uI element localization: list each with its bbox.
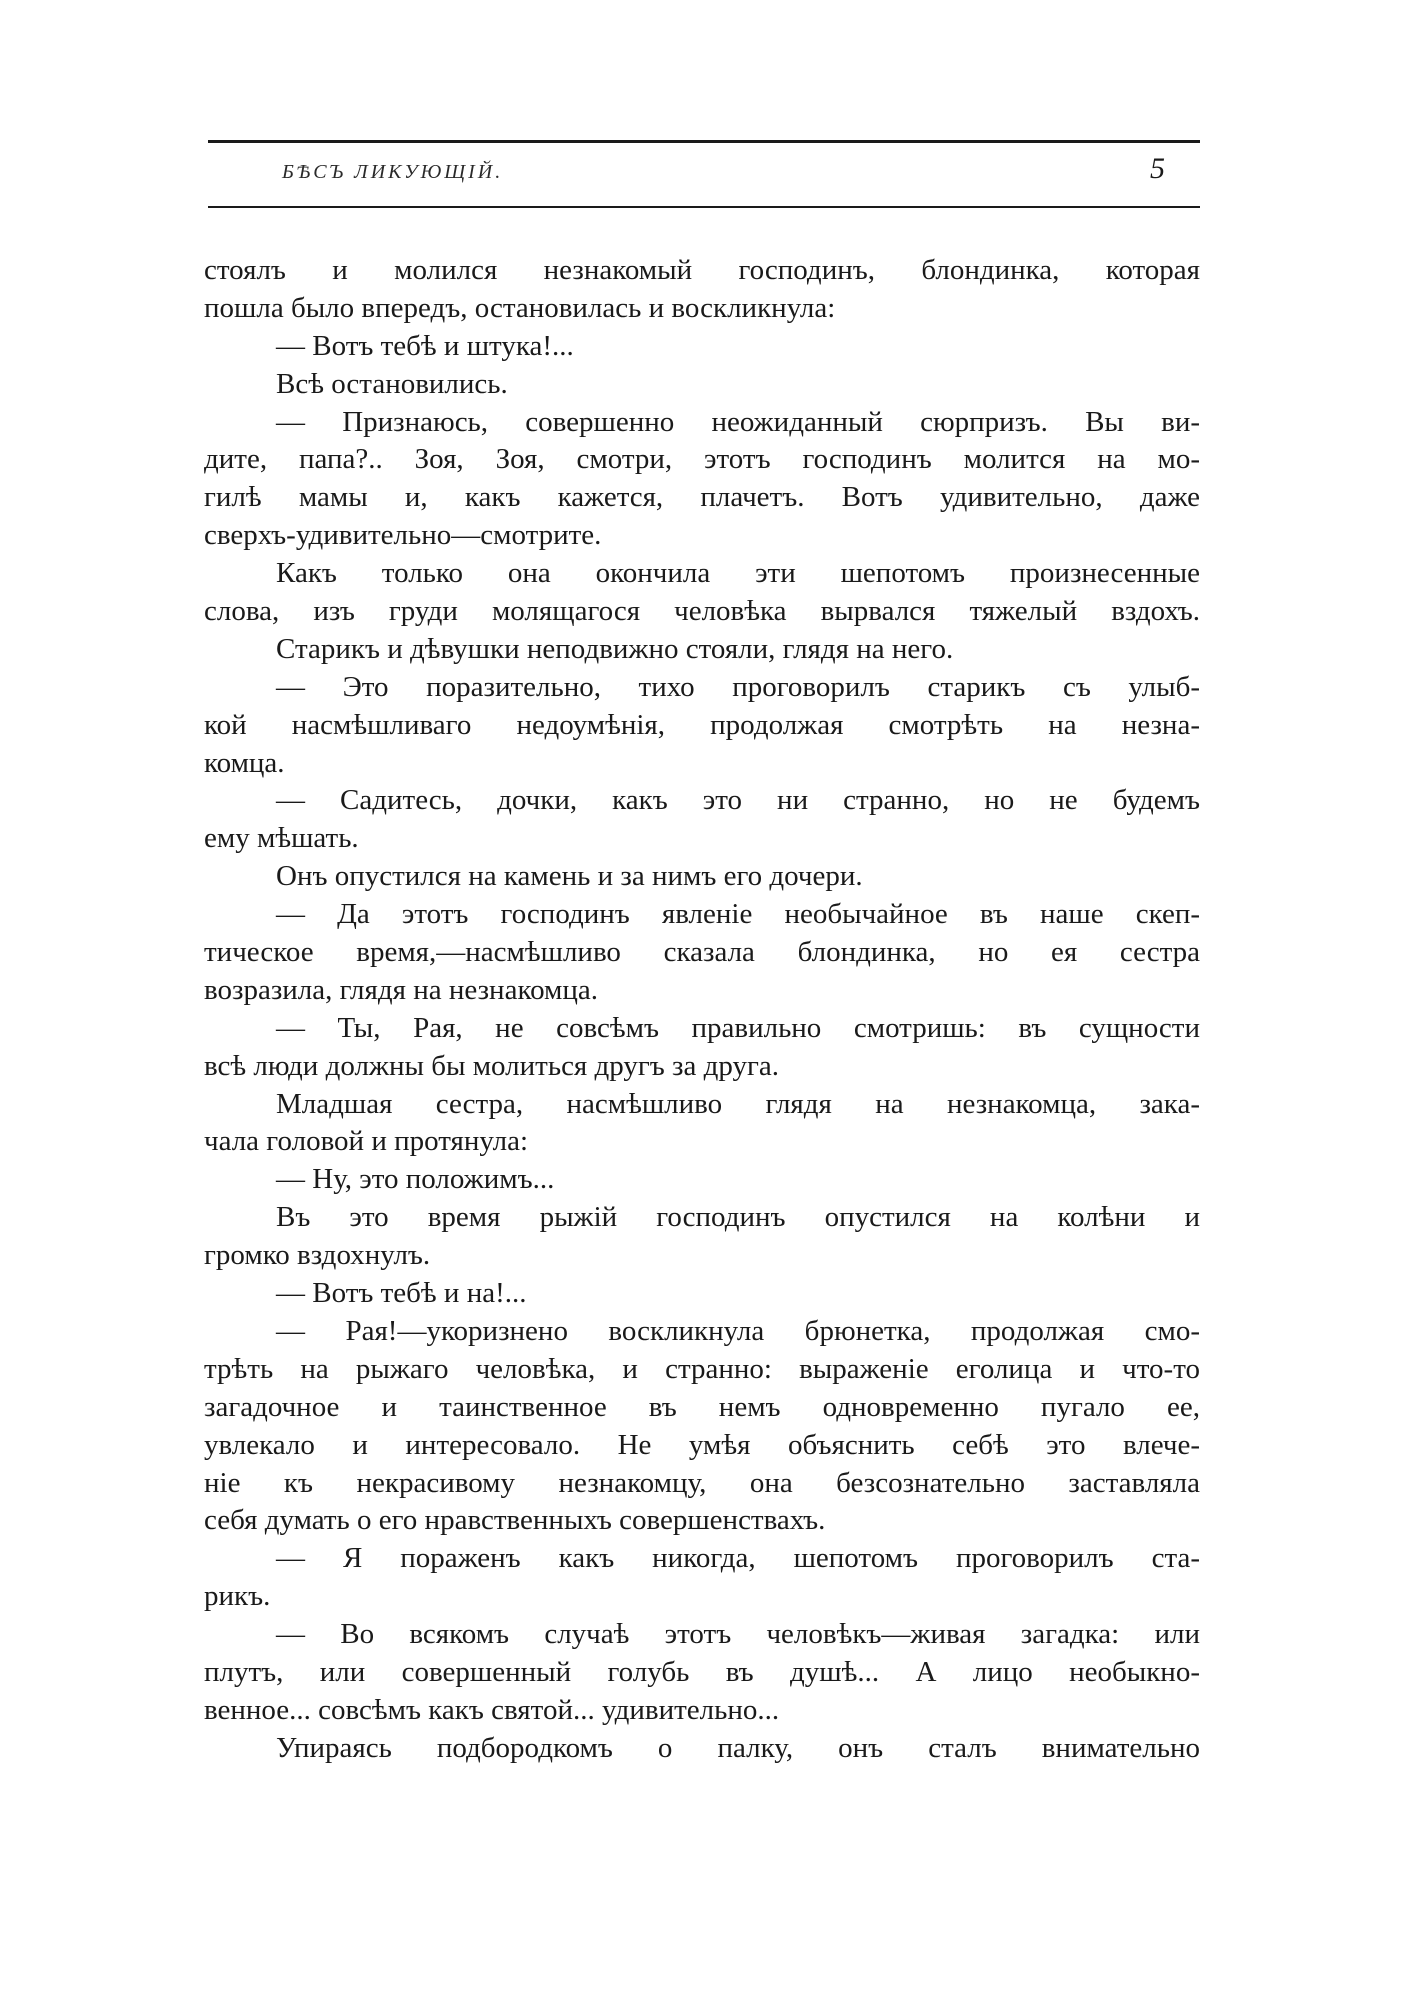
text-line: дите, папа?.. Зоя, Зоя, смотри, этотъ господинъ молится на мо- [204,443,1200,476]
running-title: БѢСЪ ЛИКУЮЩІЙ. [282,161,504,183]
text-line: себя думать о его нравственныхъ совершенствахъ. [204,1504,826,1537]
text-line: комца. [204,746,285,779]
text-line: стоялъ и молился незнакомый господинъ, блондинка, которая [204,254,1200,286]
text-line: — Рая!—укоризнено воскликнула брюнетка, продолжая смо- [276,1314,1200,1347]
text-line: всѣ люди должны бы молиться другъ за друга. [204,1049,780,1082]
text-line: чала головой и протянула: [204,1125,529,1158]
header-rule-top [208,140,1200,143]
text-line: громко вздохнулъ. [204,1239,431,1272]
body-text [204,252,1200,1768]
text-line: пошла было впередъ, остановилась и воскликнула: [204,291,836,324]
text-line: Упираясь подбородкомъ о палку, онъ сталъ внимательно [276,1731,1200,1764]
text-line: сверхъ-удивительно—смотрите. [204,519,602,552]
text-line: — Вотъ тебѣ и на!... [276,1277,527,1310]
text-line: Младшая сестра, насмѣшливо глядя на незнакомца, зака- [276,1087,1200,1120]
text-line: Въ это время рыжій господинъ опустился на колѣни и [276,1201,1200,1234]
page-number: 5 [1150,152,1165,185]
text-line: — Признаюсь, совершенно неожиданный сюрпризъ. Вы ви- [276,405,1200,438]
text-line: загадочное и таинственное въ немъ одновременно пугало ее, [204,1390,1200,1423]
text-line: — Это поразительно, тихо проговорилъ старикъ съ улыб- [276,670,1200,703]
text-line: — Ты, Рая, не совсѣмъ правильно смотришь: въ сущности [276,1011,1200,1044]
text-line: Старикъ и дѣвушки неподвижно стояли, глядя на него. [276,632,954,665]
text-line: Какъ только она окончила эти шепотомъ произнесенные [276,557,1200,590]
text-line: — Да этотъ господинъ явленіе необычайное въ наше скеп- [276,898,1200,931]
text-line: — Вотъ тебѣ и штука!... [276,329,574,362]
header-rule-bottom [208,206,1200,208]
text-line: ему мѣшать. [204,822,359,855]
text-line: увлекало и интересовало. Не умѣя объяснить себѣ это влече- [204,1428,1200,1461]
text-line: венное... совсѣмъ какъ святой... удивительно... [204,1693,780,1726]
text-line: — Во всякомъ случаѣ этотъ человѣкъ—живая загадка: или [276,1618,1200,1651]
text-line: — Садитесь, дочки, какъ это ни странно, но не будемъ [276,784,1200,817]
text-line: слова, изъ груди молящагося человѣка вырвался тяжелый вздохъ. [204,595,1200,628]
text-line: тическое время,—насмѣшливо сказала блондинка, но ея сестра [204,936,1200,969]
text-line: — Я пораженъ какъ никогда, шепотомъ проговорилъ ста- [276,1542,1200,1575]
text-line: возразила, глядя на незнакомца. [204,973,599,1006]
text-line: Онъ опустился на камень и за нимъ его дочери. [276,860,863,893]
text-line: плутъ, или совершенный голубь въ душѣ... А лицо необыкно- [204,1655,1200,1688]
text-line: трѣть на рыжаго человѣка, и странно: выраженіе еголица и что-то [204,1352,1200,1385]
text-line: — Ну, это положимъ... [276,1163,555,1196]
text-line: ніе къ некрасивому незнакомцу, она безсознательно заставляла [204,1466,1200,1499]
text-line: рикъ. [204,1580,271,1613]
text-line: Всѣ остановились. [276,367,508,400]
text-line: гилѣ мамы и, какъ кажется, плачетъ. Вотъ удивительно, даже [204,481,1200,514]
text-line: кой насмѣшливаго недоумѣнія, продолжая смотрѣть на незна- [204,708,1200,741]
